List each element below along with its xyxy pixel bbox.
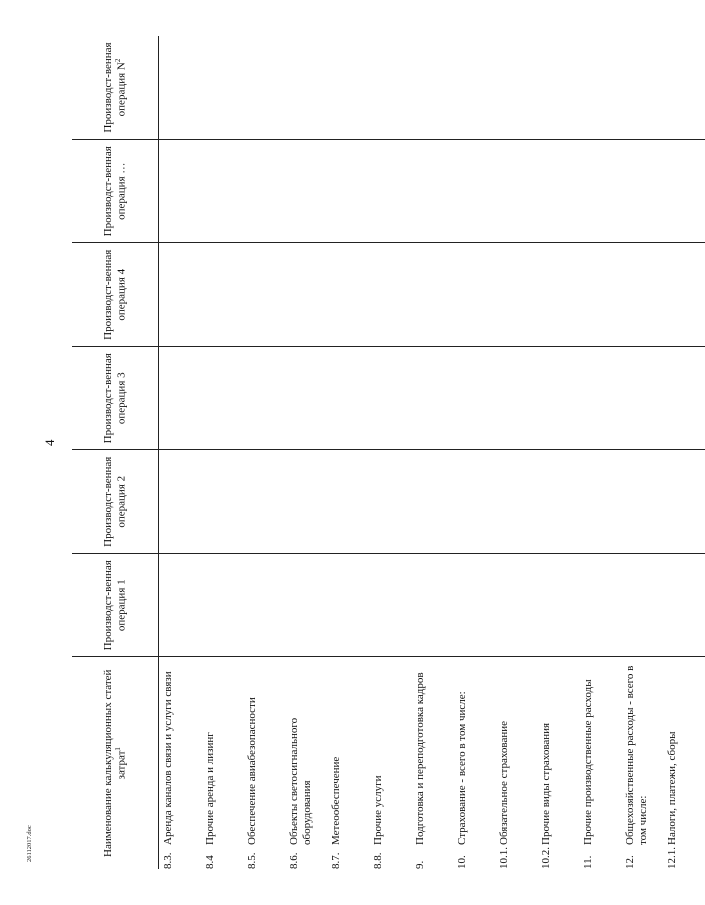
row-operation-value-cell bbox=[621, 36, 663, 140]
row-number: 11. bbox=[582, 855, 594, 869]
row-number: 8.8. bbox=[372, 852, 384, 869]
row-cost-item-name: Прочие услуги bbox=[372, 775, 384, 845]
row-operation-value-cell bbox=[159, 553, 202, 657]
row-cost-item-name: Прочие производственные расходы bbox=[582, 679, 594, 845]
row-operation-value-cell bbox=[453, 243, 495, 347]
row-operation-value-cell bbox=[495, 139, 537, 243]
row-operation-value-cell bbox=[537, 553, 579, 657]
row-operation-value-cell bbox=[159, 36, 202, 140]
row-operation-value-cell bbox=[201, 450, 243, 554]
row-cost-item-name: Объекты светосигнального оборудования bbox=[288, 717, 313, 845]
row-operation-value-cell bbox=[327, 450, 369, 554]
row-operation-value-cell bbox=[663, 346, 705, 450]
row-operation-value-cell bbox=[621, 450, 663, 554]
row-operation-value-cell bbox=[285, 243, 327, 347]
row-operation-value-cell bbox=[453, 450, 495, 554]
row-number: 10.2. bbox=[540, 847, 552, 869]
row-cost-item-name: Прочие аренда и лизинг bbox=[204, 732, 216, 845]
row-operation-value-cell bbox=[243, 243, 285, 347]
row-number: 9. bbox=[414, 860, 426, 869]
row-operation-value-cell bbox=[243, 346, 285, 450]
row-cost-item-name: Обеспечение авиабезопасности bbox=[246, 697, 258, 845]
table-row bbox=[243, 36, 285, 869]
header-operation-2 bbox=[72, 450, 159, 554]
row-operation-value-cell bbox=[537, 36, 579, 140]
row-operation-value-cell bbox=[327, 346, 369, 450]
table-body bbox=[159, 36, 705, 869]
row-operation-value-cell bbox=[495, 243, 537, 347]
page-number: 4 bbox=[42, 439, 57, 446]
row-operation-value-cell bbox=[159, 243, 202, 347]
row-number: 10. bbox=[456, 855, 468, 869]
row-operation-value-cell bbox=[411, 553, 453, 657]
row-number: 12. bbox=[624, 855, 636, 869]
row-operation-value-cell bbox=[369, 243, 411, 347]
table-header-row bbox=[72, 36, 159, 869]
table-row bbox=[621, 36, 663, 869]
row-operation-value-cell bbox=[369, 36, 411, 140]
header-operation-1 bbox=[72, 553, 159, 657]
row-operation-value-cell bbox=[453, 553, 495, 657]
row-operation-value-cell bbox=[327, 243, 369, 347]
row-cost-item-name: Общехозяйственные расходы - всего в том числе: bbox=[624, 665, 649, 845]
row-operation-value-cell bbox=[663, 450, 705, 554]
header-operation-n bbox=[72, 36, 159, 140]
row-operation-value-cell bbox=[243, 36, 285, 140]
row-operation-value-cell bbox=[621, 346, 663, 450]
row-operation-value-cell bbox=[285, 139, 327, 243]
row-operation-value-cell bbox=[327, 139, 369, 243]
row-operation-value-cell bbox=[327, 553, 369, 657]
row-operation-value-cell bbox=[369, 450, 411, 554]
row-operation-value-cell bbox=[369, 346, 411, 450]
row-operation-value-cell bbox=[159, 450, 202, 554]
header-operation-label: Производст-венная операция 2 bbox=[102, 456, 128, 547]
footnote-mark: 1 bbox=[113, 747, 122, 751]
header-operation-4 bbox=[72, 243, 159, 347]
row-operation-value-cell bbox=[369, 139, 411, 243]
row-operation-value-cell bbox=[663, 553, 705, 657]
row-operation-value-cell bbox=[201, 36, 243, 140]
row-operation-value-cell bbox=[411, 243, 453, 347]
row-cost-item-name: Метеообеспечение bbox=[330, 756, 342, 845]
row-operation-value-cell bbox=[243, 450, 285, 554]
row-operation-value-cell bbox=[579, 553, 621, 657]
row-operation-value-cell bbox=[537, 450, 579, 554]
row-operation-value-cell bbox=[201, 346, 243, 450]
row-operation-value-cell bbox=[663, 243, 705, 347]
row-operation-value-cell bbox=[621, 553, 663, 657]
header-operation-label: Производст-венная операция 1 bbox=[102, 560, 128, 651]
row-operation-value-cell bbox=[663, 139, 705, 243]
rotated-page-content bbox=[72, 36, 678, 869]
table-row bbox=[411, 36, 453, 869]
row-operation-value-cell bbox=[537, 243, 579, 347]
row-operation-value-cell bbox=[453, 36, 495, 140]
row-number: 10.1. bbox=[498, 847, 510, 869]
row-operation-value-cell bbox=[159, 139, 202, 243]
row-operation-value-cell bbox=[579, 36, 621, 140]
header-cost-item-name bbox=[72, 657, 159, 869]
row-number: 8.7. bbox=[330, 852, 342, 869]
row-operation-value-cell bbox=[495, 450, 537, 554]
row-operation-value-cell bbox=[285, 36, 327, 140]
row-number: 8.4 bbox=[204, 855, 216, 869]
header-operation-3 bbox=[72, 346, 159, 450]
row-number: 8.5. bbox=[246, 852, 258, 869]
row-number: 12.1. bbox=[666, 847, 678, 869]
row-operation-value-cell bbox=[495, 346, 537, 450]
row-operation-value-cell bbox=[663, 36, 705, 140]
footnote-mark: 2 bbox=[113, 58, 122, 63]
row-operation-value-cell bbox=[285, 553, 327, 657]
row-operation-value-cell bbox=[369, 553, 411, 657]
row-operation-value-cell bbox=[579, 450, 621, 554]
row-operation-value-cell bbox=[411, 139, 453, 243]
row-operation-value-cell bbox=[411, 346, 453, 450]
header-cost-item-name-label: Наименование калькуляционных статей затрат bbox=[102, 669, 128, 857]
row-operation-value-cell bbox=[579, 346, 621, 450]
row-operation-value-cell bbox=[243, 553, 285, 657]
row-operation-value-cell bbox=[159, 346, 202, 450]
row-operation-value-cell bbox=[495, 36, 537, 140]
footer-filename: 26112017.doc bbox=[26, 825, 33, 862]
row-operation-value-cell bbox=[579, 139, 621, 243]
header-operation-label: Производст-венная операция … bbox=[102, 146, 128, 237]
table-row bbox=[327, 36, 369, 869]
row-operation-value-cell bbox=[411, 450, 453, 554]
row-operation-value-cell bbox=[537, 139, 579, 243]
row-operation-value-cell bbox=[285, 450, 327, 554]
header-operation-label: Производст-венная операция 3 bbox=[102, 353, 128, 444]
row-number: 8.6. bbox=[288, 852, 300, 869]
table-row bbox=[537, 36, 579, 869]
row-operation-value-cell bbox=[537, 346, 579, 450]
row-operation-value-cell bbox=[327, 36, 369, 140]
row-operation-value-cell bbox=[579, 243, 621, 347]
header-operation-label: Производст-венная операция N bbox=[102, 42, 128, 133]
table-row bbox=[663, 36, 705, 869]
row-cost-item-name: Налоги, платежи, сборы bbox=[666, 731, 678, 845]
table-row bbox=[453, 36, 495, 869]
row-cost-item-name: Подготовка и переподготовка кадров bbox=[414, 672, 426, 845]
row-operation-value-cell bbox=[453, 139, 495, 243]
row-operation-value-cell bbox=[621, 243, 663, 347]
row-operation-value-cell bbox=[201, 243, 243, 347]
row-cost-item-name: Аренда каналов связи и услуги связи bbox=[162, 671, 174, 845]
table-row bbox=[495, 36, 537, 869]
row-operation-value-cell bbox=[285, 346, 327, 450]
row-number: 8.3. bbox=[162, 852, 174, 869]
table-row bbox=[285, 36, 327, 869]
row-operation-value-cell bbox=[495, 553, 537, 657]
table-row bbox=[201, 36, 243, 869]
row-operation-value-cell bbox=[201, 139, 243, 243]
header-operation-label: Производст-венная операция 4 bbox=[102, 249, 128, 340]
row-cost-item-name: Прочие виды страхования bbox=[540, 722, 552, 845]
row-cost-item-name: Страхование - всего в том числе: bbox=[456, 691, 468, 845]
row-operation-value-cell bbox=[243, 139, 285, 243]
row-operation-value-cell bbox=[621, 139, 663, 243]
table-row bbox=[579, 36, 621, 869]
row-cost-item-name: Обязательное страхование bbox=[498, 721, 510, 845]
table-row bbox=[159, 36, 202, 869]
row-operation-value-cell bbox=[201, 553, 243, 657]
table-row bbox=[369, 36, 411, 869]
header-operation-ellipsis bbox=[72, 139, 159, 243]
row-operation-value-cell bbox=[411, 36, 453, 140]
row-operation-value-cell bbox=[453, 346, 495, 450]
cost-items-table bbox=[72, 36, 705, 869]
